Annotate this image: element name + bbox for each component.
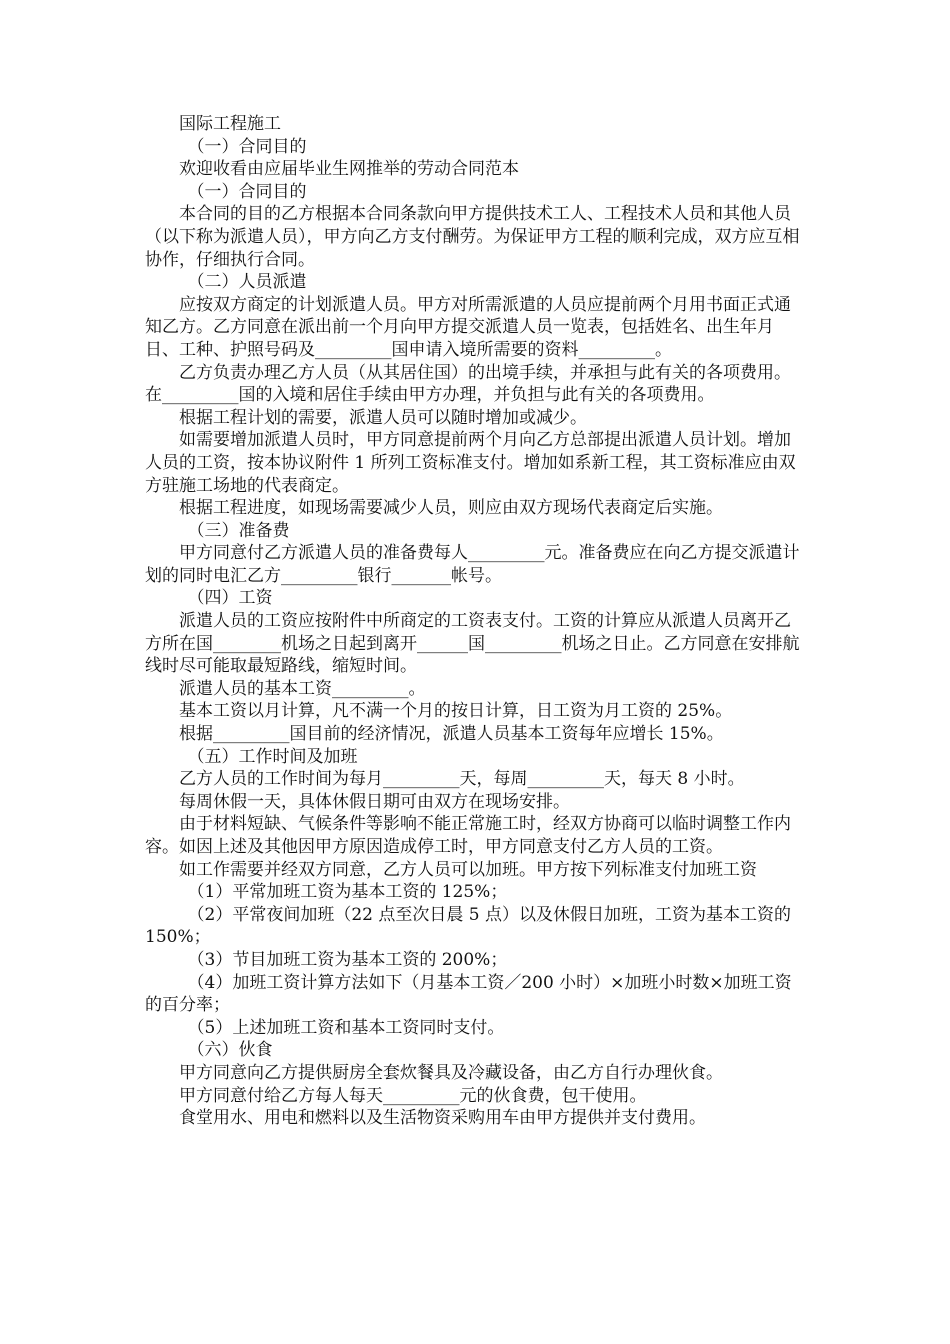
- section-heading: （一）合同目的: [187, 181, 307, 202]
- paragraph: 基本工资以月计算，凡不满一个月的按日计算，日工资为月工资的 25%。: [179, 701, 733, 722]
- document-body: [145, 113, 805, 1130]
- paragraph: 本合同的目的乙方根据本合同条款向甲方提供技术工人、工程技术人员和其他人员（以下称为派遣人员），甲方向乙方支付酬劳。为保证甲方工程的顺利完成，双方应互相协作，仔细执行合同。: [145, 204, 800, 270]
- paragraph: 派遣人员的工资应按附件中所商定的工资表支付。工资的计算应从派遣人员离开乙方所在国________机场之日起到离开______国_________机场之日止。乙方同意在安排航线时尽可能取最短路线，缩短时间。: [145, 611, 800, 677]
- section-heading: （二）人员派遣: [187, 272, 307, 293]
- paragraph: 食堂用水、用电和燃料以及生活物资采购用车由甲方提供并支付费用。: [179, 1108, 706, 1129]
- paragraph: 乙方负责办理乙方人员（从其居住国）的出境手续，并承担与此有关的各项费用。在_________国的入境和居住手续由甲方办理，并负担与此有关的各项费用。: [145, 362, 791, 406]
- list-item: （3）节目加班工资为基本工资的 200%；: [187, 949, 508, 970]
- section-heading: （六）伙食: [187, 1040, 273, 1061]
- section-heading: （一）合同目的: [187, 136, 307, 157]
- paragraph: 甲方同意付给乙方每人每天_________元的伙食费，包干使用。: [179, 1085, 647, 1106]
- paragraph: 由于材料短缺、气候条件等影响不能正常施工时，经双方协商可以临时调整工作内容。如因上述及其他因甲方原因造成停工时，甲方同意支付乙方人员的工资。: [145, 814, 791, 857]
- list-item: （5）上述加班工资和基本工资同时支付。: [187, 1017, 505, 1038]
- section-heading: （五）工作时间及加班: [187, 746, 358, 767]
- section-heading: （三）准备费: [187, 520, 290, 541]
- document-title: 国际工程施工: [179, 114, 281, 134]
- paragraph: 派遣人员的基本工资_________。: [179, 678, 426, 699]
- paragraph: 欢迎收看由应届毕业生网推举的劳动合同范本: [179, 159, 519, 180]
- paragraph: 根据工程进度，如现场需要减少人员，则应由双方现场代表商定后实施。: [179, 498, 723, 519]
- paragraph: 根据工程计划的需要，派遣人员可以随时增加或减少。: [179, 407, 587, 428]
- list-item: （4）加班工资计算方法如下（月基本工资／200 小时）×加班小时数×加班工资的百分率；: [145, 972, 792, 1016]
- paragraph: 如工作需要并经双方同意，乙方人员可以加班。甲方按下列标准支付加班工资: [179, 859, 757, 880]
- list-item: （2）平常夜间加班（22 点至次日晨 5 点）以及休假日加班，工资为基本工资的 150%；: [145, 904, 791, 948]
- paragraph: 每周休假一天，具体休假日期可由双方在现场安排。: [179, 791, 570, 812]
- paragraph: 甲方同意付乙方派遣人员的准备费每人_________元。准备费应在向乙方提交派遣计划的同时电汇乙方_________银行_______帐号。: [145, 543, 800, 586]
- section-heading: （四）工资: [187, 588, 273, 609]
- paragraph: 如需要增加派遣人员时，甲方同意提前两个月向乙方总部提出派遣人员计划。增加人员的工资，按本协议附件 1 所列工资标准支付。增加如系新工程，其工资标准应由双方驻施工场地的代表商定。: [145, 430, 796, 496]
- paragraph: 应按双方商定的计划派遣人员。甲方对所需派遣的人员应提前两个月用书面正式通知乙方。乙方同意在派出前一个月向甲方提交派遣人员一览表，包括姓名、出生年月日、工种、护照号码及_________国申请入境所需要的资料_________。: [145, 294, 791, 360]
- paragraph: 乙方人员的工作时间为每月_________天，每周_________天，每天 8 小时。: [179, 769, 745, 790]
- paragraph: 根据_________国目前的经济情况，派遣人员基本工资每年应增长 15%。: [179, 724, 724, 745]
- list-item: （1）平常加班工资为基本工资的 125%；: [187, 882, 508, 903]
- paragraph: 甲方同意向乙方提供厨房全套炊餐具及冷藏设备，由乙方自行办理伙食。: [179, 1062, 723, 1083]
